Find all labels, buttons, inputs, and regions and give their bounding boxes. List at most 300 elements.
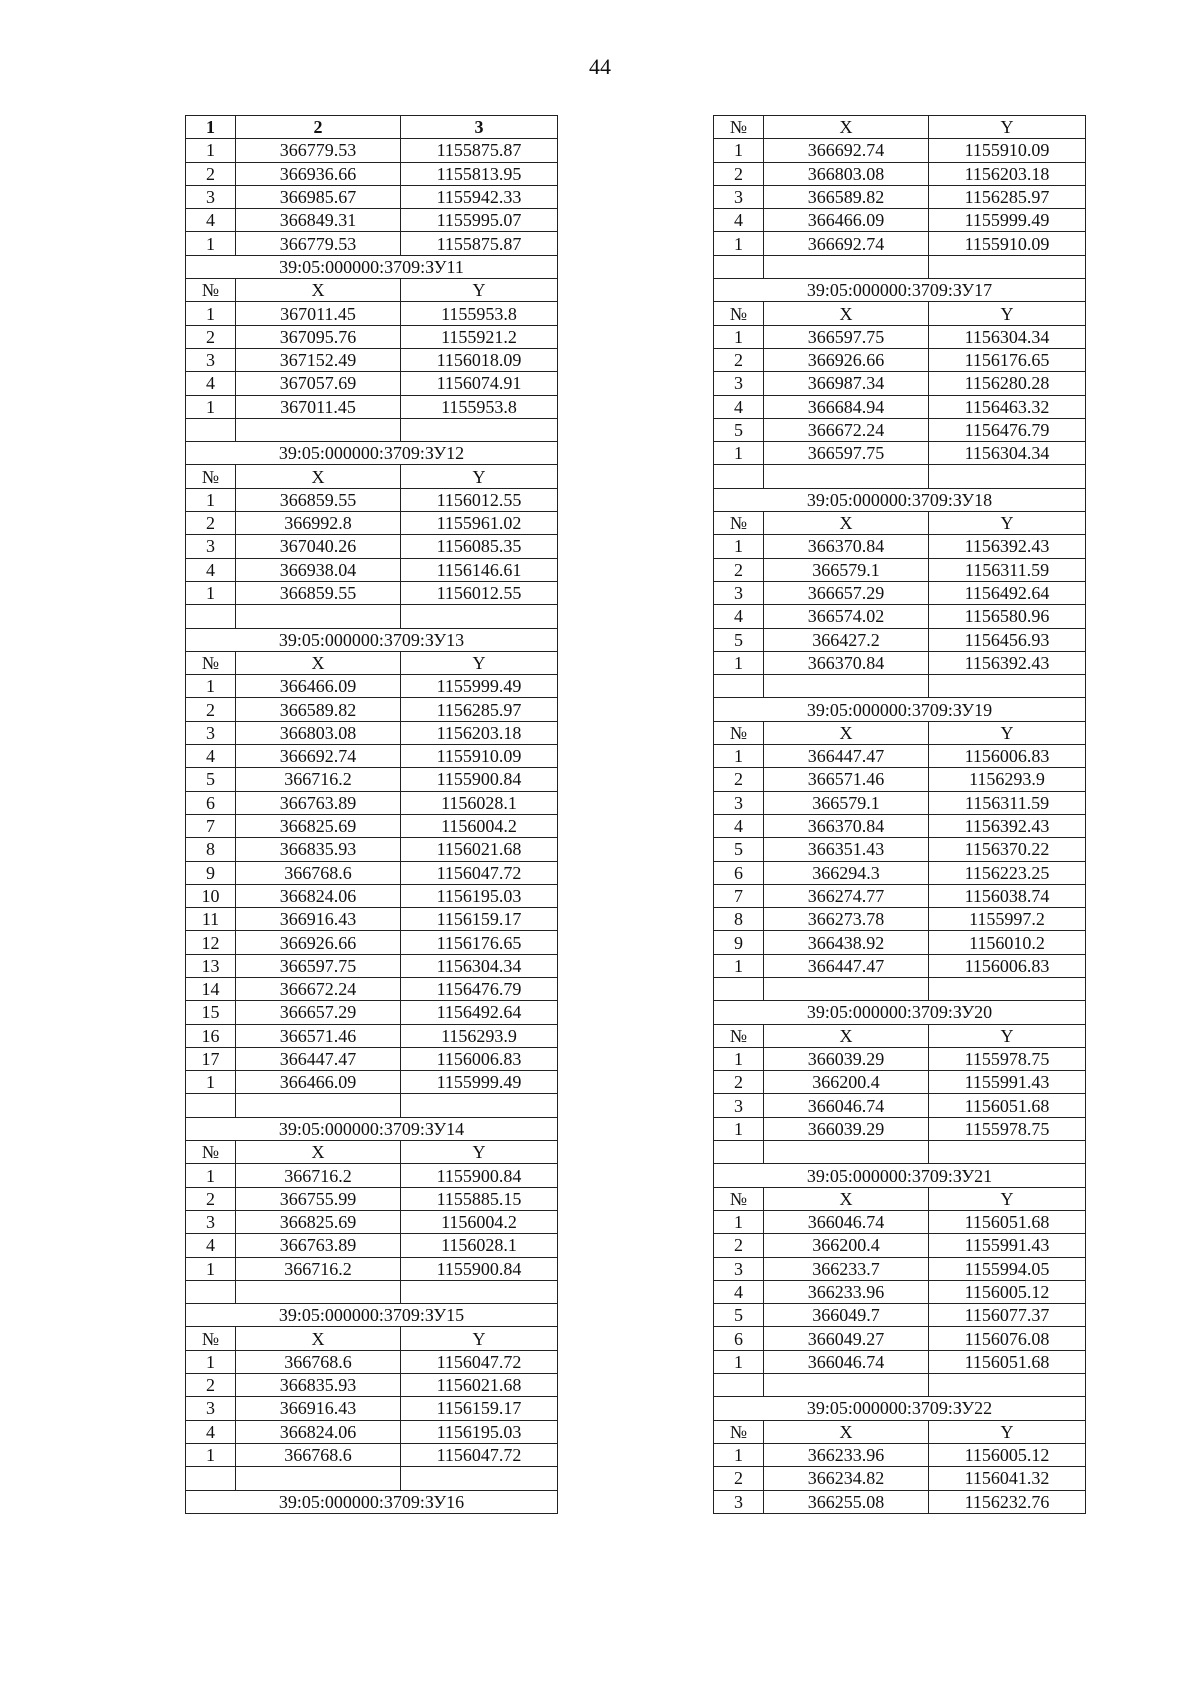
table-row (714, 954, 1086, 977)
point-number-cell (714, 675, 764, 698)
x-coordinate-cell: 366233.96 (764, 1280, 929, 1303)
table-row (714, 302, 1086, 325)
parcel-id-row (714, 488, 1086, 511)
table-row (714, 908, 1086, 931)
y-coordinate-cell: 1156203.18 (929, 162, 1086, 185)
y-coordinate-cell: 1156006.83 (929, 745, 1086, 768)
x-coordinate-cell: 366447.47 (236, 1047, 401, 1070)
y-coordinate-cell: 1156392.43 (929, 651, 1086, 674)
x-coordinate-cell: 366294.3 (764, 861, 929, 884)
point-number-cell: 1 (186, 395, 236, 418)
point-number-cell: 9 (186, 861, 236, 884)
point-number-cell: 15 (186, 1001, 236, 1024)
x-coordinate-cell: 366692.74 (236, 745, 401, 768)
y-coordinate-cell (929, 977, 1086, 1000)
x-coordinate-cell: 366768.6 (236, 1350, 401, 1373)
point-number-cell: 4 (186, 372, 236, 395)
table-row (186, 861, 558, 884)
point-number-cell: № (714, 116, 764, 139)
y-coordinate-cell: 1155999.49 (401, 675, 558, 698)
x-coordinate-cell: 367057.69 (236, 372, 401, 395)
table-row (714, 605, 1086, 628)
point-number-cell: 3 (714, 1094, 764, 1117)
table-row (186, 209, 558, 232)
x-coordinate-cell: 366574.02 (764, 605, 929, 628)
x-coordinate-cell: X (764, 512, 929, 535)
y-coordinate-cell: Y (929, 721, 1086, 744)
point-number-cell: 1 (186, 488, 236, 511)
table-row (186, 1280, 558, 1303)
y-coordinate-cell (401, 605, 558, 628)
table-row (186, 279, 558, 302)
y-coordinate-cell: 1155991.43 (929, 1071, 1086, 1094)
table-row (186, 162, 558, 185)
point-number-cell (186, 1280, 236, 1303)
y-coordinate-cell: 1156304.34 (929, 325, 1086, 348)
table-row (714, 162, 1086, 185)
y-coordinate-cell: 1156195.03 (401, 1420, 558, 1443)
x-coordinate-cell: 366579.1 (764, 791, 929, 814)
table-row (186, 721, 558, 744)
x-coordinate-cell: 366835.93 (236, 1374, 401, 1397)
point-number-cell: 1 (186, 1257, 236, 1280)
point-number-cell: 3 (714, 581, 764, 604)
y-coordinate-cell: 1156051.68 (929, 1094, 1086, 1117)
table-row (186, 1187, 558, 1210)
page-number: 44 (589, 54, 611, 79)
x-coordinate-cell (236, 605, 401, 628)
point-number-cell: 1 (714, 1117, 764, 1140)
x-coordinate-cell: X (236, 465, 401, 488)
x-coordinate-cell (764, 465, 929, 488)
x-coordinate-cell: 366779.53 (236, 232, 401, 255)
y-coordinate-cell: 1156006.83 (929, 954, 1086, 977)
y-coordinate-cell: 1155997.2 (929, 908, 1086, 931)
y-coordinate-cell (929, 675, 1086, 698)
y-coordinate-cell: 1156010.2 (929, 931, 1086, 954)
x-coordinate-cell: 366274.77 (764, 884, 929, 907)
table-row (186, 838, 558, 861)
y-coordinate-cell: 1156311.59 (929, 558, 1086, 581)
table-row (186, 605, 558, 628)
y-coordinate-cell: 1156392.43 (929, 814, 1086, 837)
y-coordinate-cell: 1156006.83 (401, 1047, 558, 1070)
coordinates-table-left (185, 115, 558, 1514)
y-coordinate-cell: 1156392.43 (929, 535, 1086, 558)
y-coordinate-cell: 1156176.65 (401, 931, 558, 954)
x-coordinate-cell: 366370.84 (764, 651, 929, 674)
parcel-cadastral-number: 39:05:000000:3709:ЗУ15 (186, 1304, 558, 1327)
point-number-cell: № (714, 512, 764, 535)
y-coordinate-cell (401, 1467, 558, 1490)
point-number-cell: 3 (186, 535, 236, 558)
x-coordinate-cell: 366273.78 (764, 908, 929, 931)
point-number-cell: 3 (714, 1257, 764, 1280)
table-row (186, 348, 558, 371)
y-coordinate-cell: 1155900.84 (401, 1257, 558, 1280)
table-row (186, 512, 558, 535)
point-number-cell: 1 (186, 1443, 236, 1466)
y-coordinate-cell: 1156074.91 (401, 372, 558, 395)
y-coordinate-cell: 1155910.09 (929, 232, 1086, 255)
y-coordinate-cell: 1155900.84 (401, 1164, 558, 1187)
table-row (714, 628, 1086, 651)
point-number-cell (186, 1467, 236, 1490)
y-coordinate-cell (929, 1141, 1086, 1164)
table-row (714, 1350, 1086, 1373)
x-coordinate-cell: 366768.6 (236, 861, 401, 884)
x-coordinate-cell: 366571.46 (764, 768, 929, 791)
x-coordinate-cell: 366684.94 (764, 395, 929, 418)
x-coordinate-cell: 366672.24 (236, 977, 401, 1000)
x-coordinate-cell: 366779.53 (236, 139, 401, 162)
table-row (714, 1374, 1086, 1397)
point-number-cell: 1 (186, 1071, 236, 1094)
y-coordinate-cell: 1155885.15 (401, 1187, 558, 1210)
table-row (186, 302, 558, 325)
table-row (714, 535, 1086, 558)
x-coordinate-cell: 366039.29 (764, 1117, 929, 1140)
y-coordinate-cell: 1156005.12 (929, 1443, 1086, 1466)
y-coordinate-cell: 1155900.84 (401, 768, 558, 791)
table-row (714, 1467, 1086, 1490)
y-coordinate-cell: 1156285.97 (401, 698, 558, 721)
table-row (714, 721, 1086, 744)
point-number-cell: 1 (714, 232, 764, 255)
point-number-cell: 2 (714, 1234, 764, 1257)
y-coordinate-cell: 1156077.37 (929, 1304, 1086, 1327)
point-number-cell (714, 1141, 764, 1164)
y-coordinate-cell: 1156476.79 (401, 977, 558, 1000)
table-row (186, 488, 558, 511)
point-number-cell: № (714, 302, 764, 325)
point-number-cell: 2 (186, 325, 236, 348)
y-coordinate-cell: 1156004.2 (401, 1210, 558, 1233)
y-coordinate-cell: Y (929, 1420, 1086, 1443)
y-coordinate-cell: 1156005.12 (929, 1280, 1086, 1303)
y-coordinate-cell: 1156456.93 (929, 628, 1086, 651)
x-coordinate-cell (764, 1374, 929, 1397)
x-coordinate-cell: 367011.45 (236, 302, 401, 325)
y-coordinate-cell: 1156047.72 (401, 861, 558, 884)
table-row (186, 1257, 558, 1280)
point-number-cell: 4 (714, 1280, 764, 1303)
point-number-cell: 4 (714, 395, 764, 418)
y-coordinate-cell: 1155910.09 (929, 139, 1086, 162)
x-coordinate-cell: 366049.7 (764, 1304, 929, 1327)
y-coordinate-cell: 1156018.09 (401, 348, 558, 371)
table-header-row (186, 116, 558, 139)
table-row (714, 1187, 1086, 1210)
point-number-cell: 10 (186, 884, 236, 907)
y-coordinate-cell: 1156159.17 (401, 1397, 558, 1420)
point-number-cell: 1 (186, 139, 236, 162)
point-number-cell: № (714, 1024, 764, 1047)
table-row (186, 1164, 558, 1187)
point-number-cell (186, 605, 236, 628)
point-number-cell: 2 (714, 348, 764, 371)
y-coordinate-cell (929, 1374, 1086, 1397)
y-coordinate-cell: 1156076.08 (929, 1327, 1086, 1350)
x-coordinate-cell: X (236, 1141, 401, 1164)
x-coordinate-cell: 366859.55 (236, 488, 401, 511)
table-row (186, 232, 558, 255)
y-coordinate-cell: Y (401, 279, 558, 302)
point-number-cell: 13 (186, 954, 236, 977)
point-number-cell: № (714, 721, 764, 744)
x-coordinate-cell: 366597.75 (236, 954, 401, 977)
x-coordinate-cell: 366987.34 (764, 372, 929, 395)
point-number-cell: 14 (186, 977, 236, 1000)
point-number-cell: 1 (186, 1350, 236, 1373)
point-number-cell: 1 (714, 535, 764, 558)
parcel-cadastral-number: 39:05:000000:3709:ЗУ12 (186, 442, 558, 465)
x-coordinate-cell: 366579.1 (764, 558, 929, 581)
parcel-id-row (186, 442, 558, 465)
point-number-cell: № (186, 279, 236, 302)
x-coordinate-cell: 366351.43 (764, 838, 929, 861)
table-row (714, 348, 1086, 371)
x-coordinate-cell (236, 1467, 401, 1490)
y-coordinate-cell: Y (401, 1327, 558, 1350)
table-row (714, 1280, 1086, 1303)
point-number-cell: 11 (186, 908, 236, 931)
parcel-id-row (714, 698, 1086, 721)
table-row (186, 418, 558, 441)
point-number-cell: 4 (714, 209, 764, 232)
x-coordinate-cell: X (764, 1187, 929, 1210)
y-coordinate-cell: 1155875.87 (401, 139, 558, 162)
point-number-cell: 7 (714, 884, 764, 907)
table-row (186, 139, 558, 162)
y-coordinate-cell: 1156311.59 (929, 791, 1086, 814)
point-number-cell: № (186, 651, 236, 674)
table-row (186, 1350, 558, 1373)
point-number-cell: 8 (186, 838, 236, 861)
y-coordinate-cell: 1156232.76 (929, 1490, 1086, 1513)
x-coordinate-cell: 366427.2 (764, 628, 929, 651)
table-row (714, 1490, 1086, 1513)
table-row (714, 1141, 1086, 1164)
parcel-cadastral-number: 39:05:000000:3709:ЗУ11 (186, 255, 558, 278)
table-row (714, 465, 1086, 488)
x-coordinate-cell: X (236, 1327, 401, 1350)
x-coordinate-cell: 366200.4 (764, 1071, 929, 1094)
point-number-cell: 2 (714, 162, 764, 185)
point-number-cell (186, 418, 236, 441)
point-number-cell: 4 (186, 745, 236, 768)
y-coordinate-cell: 1156085.35 (401, 535, 558, 558)
x-coordinate-cell: 366200.4 (764, 1234, 929, 1257)
table-row (186, 1210, 558, 1233)
point-number-cell: 1 (186, 675, 236, 698)
point-number-cell: 3 (714, 185, 764, 208)
y-coordinate-cell: 1155991.43 (929, 1234, 1086, 1257)
table-row (714, 255, 1086, 278)
table-row (186, 675, 558, 698)
table-row (186, 745, 558, 768)
x-coordinate-cell: 366992.8 (236, 512, 401, 535)
x-coordinate-cell: X (236, 651, 401, 674)
point-number-cell: 2 (186, 162, 236, 185)
y-coordinate-cell: 1156476.79 (929, 418, 1086, 441)
table-row (714, 185, 1086, 208)
y-coordinate-cell: 1156304.34 (401, 954, 558, 977)
point-number-cell: 4 (714, 605, 764, 628)
point-number-cell: 2 (714, 1467, 764, 1490)
point-number-cell: 4 (186, 209, 236, 232)
y-coordinate-cell: 1155994.05 (929, 1257, 1086, 1280)
y-coordinate-cell: 1156463.32 (929, 395, 1086, 418)
point-number-cell: 1 (186, 232, 236, 255)
x-coordinate-cell: 366046.74 (764, 1094, 929, 1117)
point-number-cell: 2 (714, 1071, 764, 1094)
x-coordinate-cell: X (236, 279, 401, 302)
table-row (714, 838, 1086, 861)
x-coordinate-cell: 366466.09 (236, 1071, 401, 1094)
y-coordinate-cell: 1155953.8 (401, 395, 558, 418)
parcel-cadastral-number: 39:05:000000:3709:ЗУ20 (714, 1001, 1086, 1024)
y-coordinate-cell: Y (401, 465, 558, 488)
point-number-cell: 1 (714, 1350, 764, 1373)
x-coordinate-cell: 366255.08 (764, 1490, 929, 1513)
y-coordinate-cell: 1156203.18 (401, 721, 558, 744)
parcel-id-row (186, 255, 558, 278)
table-row (186, 581, 558, 604)
y-coordinate-cell: 1156012.55 (401, 581, 558, 604)
point-number-cell: 3 (186, 185, 236, 208)
x-coordinate-cell: 366768.6 (236, 1443, 401, 1466)
table-row (714, 768, 1086, 791)
point-number-cell: № (714, 1420, 764, 1443)
table-row (714, 395, 1086, 418)
table-row (714, 1327, 1086, 1350)
table-row (714, 1420, 1086, 1443)
x-coordinate-cell: 366233.7 (764, 1257, 929, 1280)
x-coordinate-cell: 366597.75 (764, 325, 929, 348)
table-row (186, 1467, 558, 1490)
table-row (186, 908, 558, 931)
point-number-cell: 2 (186, 1187, 236, 1210)
x-coordinate-cell: 366589.82 (764, 185, 929, 208)
x-coordinate-cell: 366589.82 (236, 698, 401, 721)
table-row (714, 372, 1086, 395)
y-coordinate-cell: 1156051.68 (929, 1210, 1086, 1233)
table-row (186, 1234, 558, 1257)
y-coordinate-cell: 1156041.32 (929, 1467, 1086, 1490)
table-row (186, 814, 558, 837)
y-coordinate-cell: 1155961.02 (401, 512, 558, 535)
point-number-cell: 4 (186, 1234, 236, 1257)
y-coordinate-cell: 1156223.25 (929, 861, 1086, 884)
parcel-cadastral-number: 39:05:000000:3709:ЗУ17 (714, 279, 1086, 302)
x-coordinate-cell: 366985.67 (236, 185, 401, 208)
x-coordinate-cell: 366849.31 (236, 209, 401, 232)
y-coordinate-cell: 1155813.95 (401, 162, 558, 185)
parcel-id-row (714, 279, 1086, 302)
x-coordinate-cell: 366926.66 (764, 348, 929, 371)
point-number-cell: 2 (714, 768, 764, 791)
parcel-id-row (714, 1397, 1086, 1420)
point-number-cell: № (186, 1141, 236, 1164)
y-coordinate-cell: 1155978.75 (929, 1117, 1086, 1140)
table-row (186, 1001, 558, 1024)
table-row (714, 651, 1086, 674)
table-row (714, 1024, 1086, 1047)
point-number-cell: 1 (714, 1443, 764, 1466)
x-coordinate-cell: X (764, 1024, 929, 1047)
parcel-id-row (714, 1164, 1086, 1187)
y-coordinate-cell: 1156021.68 (401, 1374, 558, 1397)
x-coordinate-cell: 366657.29 (764, 581, 929, 604)
y-coordinate-cell: 1156304.34 (929, 442, 1086, 465)
point-number-cell: 1 (714, 1047, 764, 1070)
table-row (714, 1071, 1086, 1094)
table-row (186, 1443, 558, 1466)
point-number-cell: 4 (186, 558, 236, 581)
table-row (714, 861, 1086, 884)
y-coordinate-cell: 1156028.1 (401, 791, 558, 814)
point-number-cell: 1 (714, 325, 764, 348)
y-coordinate-cell: 1156038.74 (929, 884, 1086, 907)
table-row (186, 1141, 558, 1164)
table-row (186, 395, 558, 418)
table-row (714, 325, 1086, 348)
point-number-cell: 2 (186, 1374, 236, 1397)
point-number-cell: 12 (186, 931, 236, 954)
table-row (186, 1327, 558, 1350)
table-row (186, 1094, 558, 1117)
y-coordinate-cell: 1155910.09 (401, 745, 558, 768)
point-number-cell: 3 (186, 348, 236, 371)
table-row (714, 1443, 1086, 1466)
parcel-cadastral-number: 39:05:000000:3709:ЗУ21 (714, 1164, 1086, 1187)
x-coordinate-cell: 366716.2 (236, 1257, 401, 1280)
table-row (186, 558, 558, 581)
x-coordinate-cell: 366938.04 (236, 558, 401, 581)
table-row (714, 1047, 1086, 1070)
point-number-cell: 1 (186, 1164, 236, 1187)
table-row (186, 954, 558, 977)
y-coordinate-cell (401, 1280, 558, 1303)
point-number-cell: 3 (186, 1210, 236, 1233)
point-number-cell: 2 (714, 558, 764, 581)
x-coordinate-cell: 366657.29 (236, 1001, 401, 1024)
x-coordinate-cell: 366046.74 (764, 1210, 929, 1233)
point-number-cell: № (186, 1327, 236, 1350)
parcel-cadastral-number: 39:05:000000:3709:ЗУ22 (714, 1397, 1086, 1420)
table-row (186, 768, 558, 791)
point-number-cell: 1 (714, 1210, 764, 1233)
point-number-cell: 3 (714, 1490, 764, 1513)
x-coordinate-cell: 366597.75 (764, 442, 929, 465)
point-number-cell: № (714, 1187, 764, 1210)
point-number-cell: 5 (714, 1304, 764, 1327)
x-coordinate-cell: 366803.08 (764, 162, 929, 185)
y-coordinate-cell (929, 465, 1086, 488)
y-coordinate-cell: Y (401, 1141, 558, 1164)
point-number-cell: 1 (714, 954, 764, 977)
table-row (714, 558, 1086, 581)
table-row (186, 1071, 558, 1094)
parcel-cadastral-number: 39:05:000000:3709:ЗУ16 (186, 1490, 558, 1513)
table-row (714, 1210, 1086, 1233)
x-coordinate-cell: 366825.69 (236, 814, 401, 837)
x-coordinate-cell (764, 977, 929, 1000)
x-coordinate-cell: 366926.66 (236, 931, 401, 954)
y-coordinate-cell: 1155999.49 (929, 209, 1086, 232)
x-coordinate-cell: 366936.66 (236, 162, 401, 185)
